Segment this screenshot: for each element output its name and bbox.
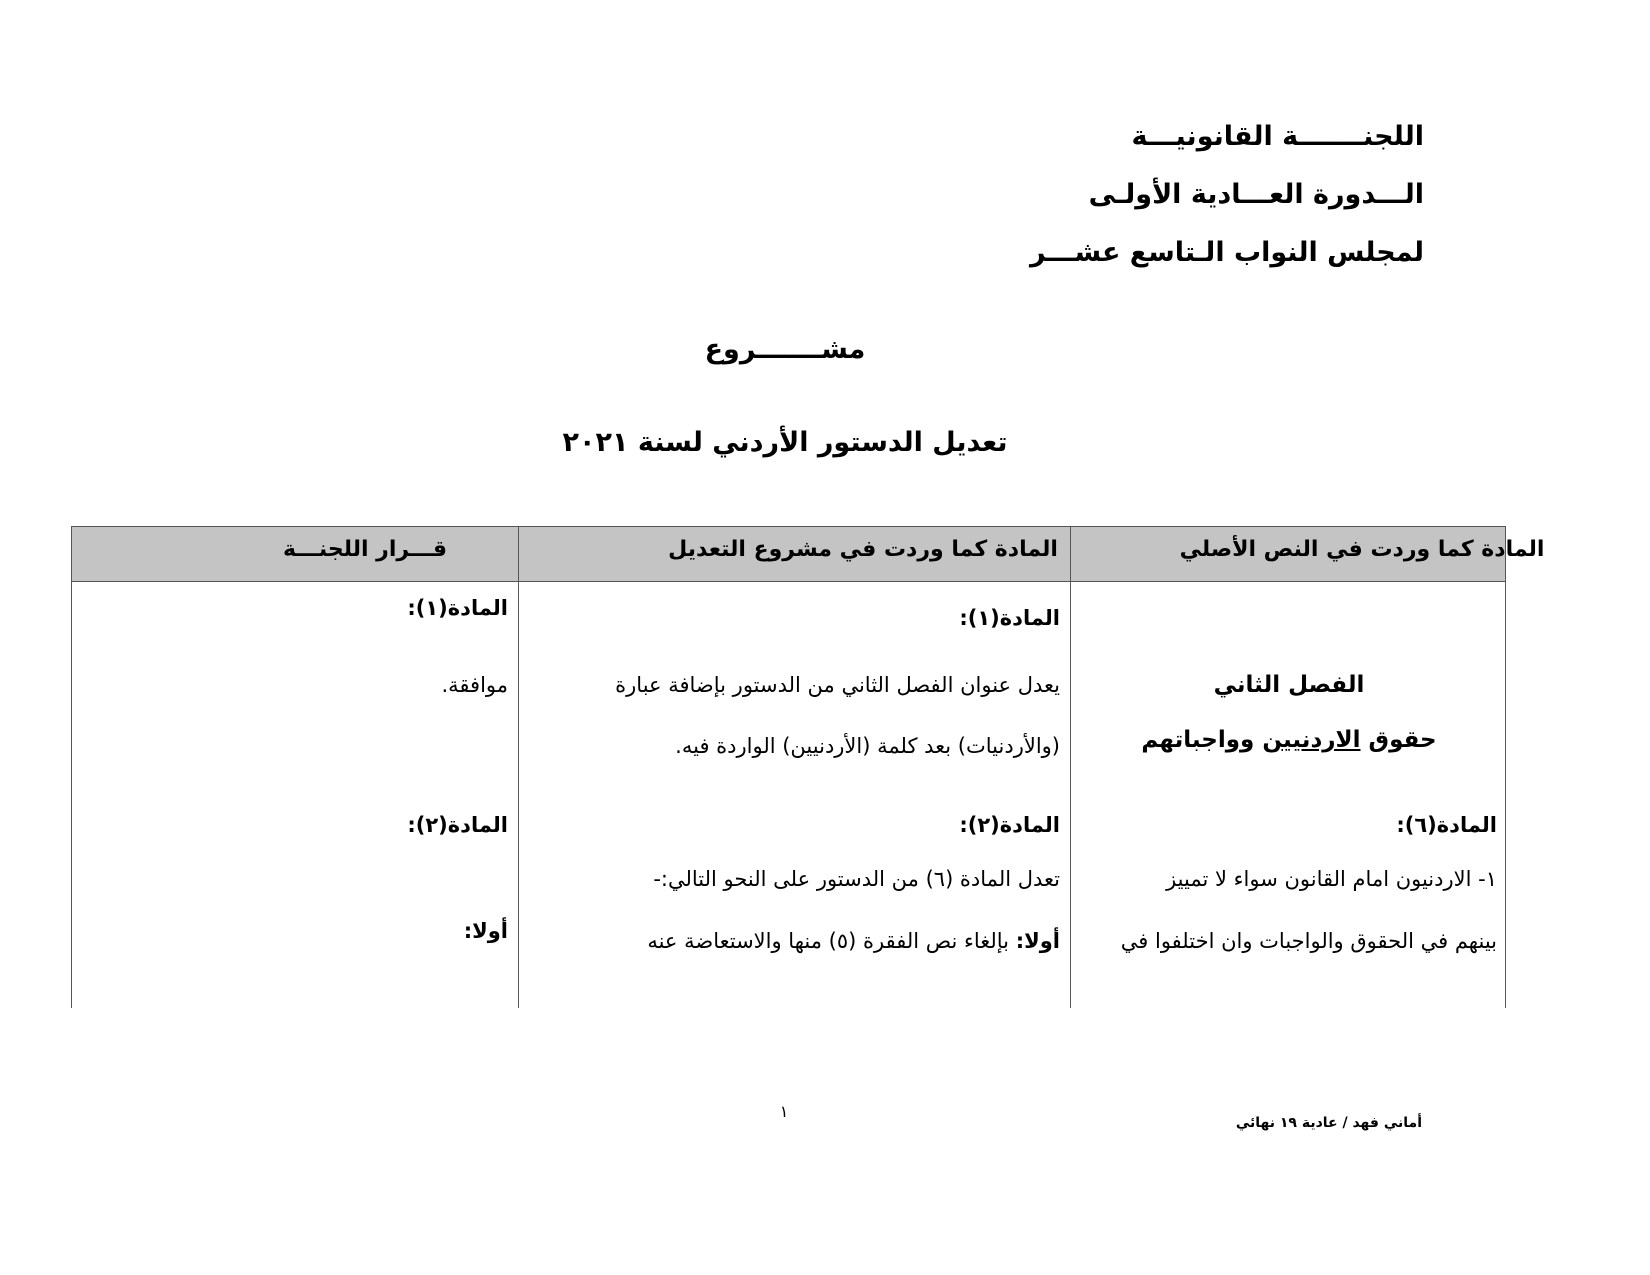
document-title: تعديل الدستور الأردني لسنة ٢٠٢١ [562, 427, 1008, 458]
original-chapter-title: حقوق الاردنيين وواجباتهم [1141, 727, 1437, 753]
original-article6-label: المادة(٦): [1396, 813, 1497, 837]
page-number: ١ [779, 1102, 789, 1121]
footer-note: أماني فهد / عادية ١٩ نهائي [1235, 1115, 1422, 1131]
decision-article2-label: المادة(٢): [407, 813, 508, 837]
document-label: مشـــــــروع [704, 334, 866, 365]
amendment-article2-label: المادة(٢): [959, 813, 1060, 837]
session-name: الـــدورة العـــادية الأولـى [1088, 179, 1424, 210]
header-original-text: المادة كما وردت في النص الأصلي [1179, 537, 1545, 562]
column-divider [1070, 527, 1071, 1008]
original-article6-line: بينهم في الحقوق والواجبات وان اختلفوا في [1120, 929, 1497, 953]
decision-article1-label: المادة(١): [407, 596, 508, 620]
header-amendment-text: المادة كما وردت في مشروع التعديل [668, 537, 1058, 562]
original-chapter: الفصل الثاني [1213, 672, 1365, 698]
table-header-row [72, 527, 1545, 582]
amendment-article1-line: يعدل عنوان الفصل الثاني من الدستور بإضافة عبارة [615, 673, 1060, 697]
committee-name: اللجنـــــــة القانونيـــة [1131, 121, 1424, 152]
column-divider [518, 527, 519, 1008]
amendment-article2-first: أولا: بإلغاء نص الفقرة (٥) منها والاستعاضة عنه [647, 929, 1060, 953]
decision-article2-first: أولا: [463, 919, 508, 943]
amendment-article2-line: تعدل المادة (٦) من الدستور على النحو التالي:- [653, 867, 1060, 891]
original-article6-line: ١- الاردنيون امام القانون سواء لا تمييز [1166, 867, 1497, 891]
header-committee-decision: قـــرار اللجنـــة [282, 537, 448, 562]
amendment-article1-label: المادة(١): [959, 606, 1060, 630]
amendment-article1-line: (والأردنيات) بعد كلمة (الأردنيين) الواردة فيه. [675, 734, 1060, 758]
decision-article1-text: موافقة. [441, 673, 508, 697]
parliament-name: لمجلس النواب الـتاسع عشـــر [1030, 237, 1424, 268]
